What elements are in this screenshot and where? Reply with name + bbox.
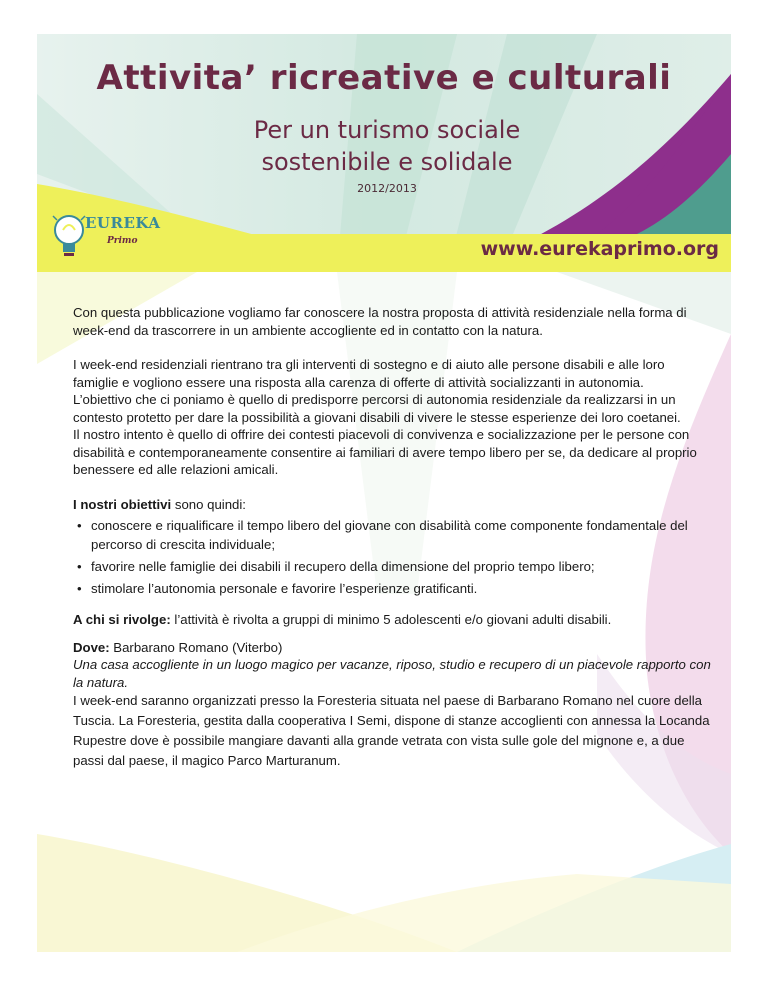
where-label: Dove: <box>73 639 110 655</box>
intro-paragraph-2: I week-end residenziali rientrano tra gli interventi di sostegno e di aiuto alle persone disabili e alle loro famiglie e vogliono essere una risposta alla carenza di offerte di attività socializzanti in autonomia. <box>73 357 665 390</box>
objective-text: stimolare l’autonomia personale e favorire l’esperienze gratificanti. <box>91 581 478 596</box>
intro-paragraph-1: Con questa pubblicazione vogliamo far conoscere la nostra proposta di attività residenziale nella forma di week-end da trascorrere in un ambiente accogliente ed in contatto con la natura. <box>73 305 687 338</box>
list-item <box>75 557 713 576</box>
main-content <box>73 304 713 771</box>
where-heading <box>73 639 713 657</box>
objectives-label-rest: sono quindi: <box>171 496 246 512</box>
bullet-marker: • <box>77 559 82 574</box>
where-tagline: Una casa accogliente in un luogo magico per vacanze, riposo, studio e recupero di un piacevole rapporto con la natura. <box>73 657 711 690</box>
intro-paragraph-3: L’obiettivo che ci poniamo è quello di predisporre percorsi di autonomia residenziale da realizzarsi in un contesto protetto per dare la possibilità a giovani disabili di vivere le stesse esperienze dei loro coetanei. <box>73 392 681 425</box>
where-description: I week-end saranno organizzati presso la Foresteria situata nel paese di Barbarano Romano nel cuore della Tuscia. La Foresteria, gestita dalla cooperativa I Semi, dispone di stanze accoglienti con annessa la Locanda Rupestre dove è possibile mangiare davanti alla grande vetrata con vista sulle gole del mignone e, a due passi dal paese, il magico Parco Marturanum. <box>73 693 710 768</box>
target-label: A chi si rivolge: <box>73 612 171 627</box>
logo-text: EUREKA <box>85 214 161 232</box>
website-link[interactable]: www.eurekaprimo.org <box>480 238 719 260</box>
page-title: Attivita’ ricreative e culturali <box>96 58 672 98</box>
list-item <box>75 579 713 598</box>
target-paragraph <box>73 611 713 629</box>
flyer-page <box>37 34 731 952</box>
eureka-logo <box>51 210 161 268</box>
objectives-list <box>73 516 713 598</box>
target-text: l’attività è rivolta a gruppi di minimo 5 adolescenti e/o giovani adulti disabili. <box>170 612 612 627</box>
objectives-heading <box>73 496 713 514</box>
subtitle-line-1: Per un turismo sociale <box>253 116 521 144</box>
year-label: 2012/2013 <box>357 182 417 195</box>
bullet-marker: • <box>77 518 82 533</box>
logo-subtext: Primo <box>107 236 138 246</box>
subtitle-line-2: sostenibile e solidale <box>261 148 513 176</box>
objective-text: favorire nelle famiglie dei disabili il recupero della dimensione del proprio tempo libero; <box>91 559 595 574</box>
bullet-marker: • <box>77 581 82 596</box>
list-item <box>75 516 713 554</box>
intro-paragraph-4: Il nostro intento è quello di offrire dei contesti piacevoli di convivenza e socializzazione per le persone con disabilità e contemporaneamente consentire ai familiari di avere tempo libero per se, da dedicare al proprio benessere ed alle relazioni amicali. <box>73 427 697 477</box>
objective-text: conoscere e riqualificare il tempo libero del giovane con disabilità come componente fondamentale del percorso di crescita individuale; <box>91 518 688 552</box>
objectives-label: I nostri obiettivi <box>73 496 172 512</box>
where-place: Barbarano Romano (Viterbo) <box>109 639 283 655</box>
